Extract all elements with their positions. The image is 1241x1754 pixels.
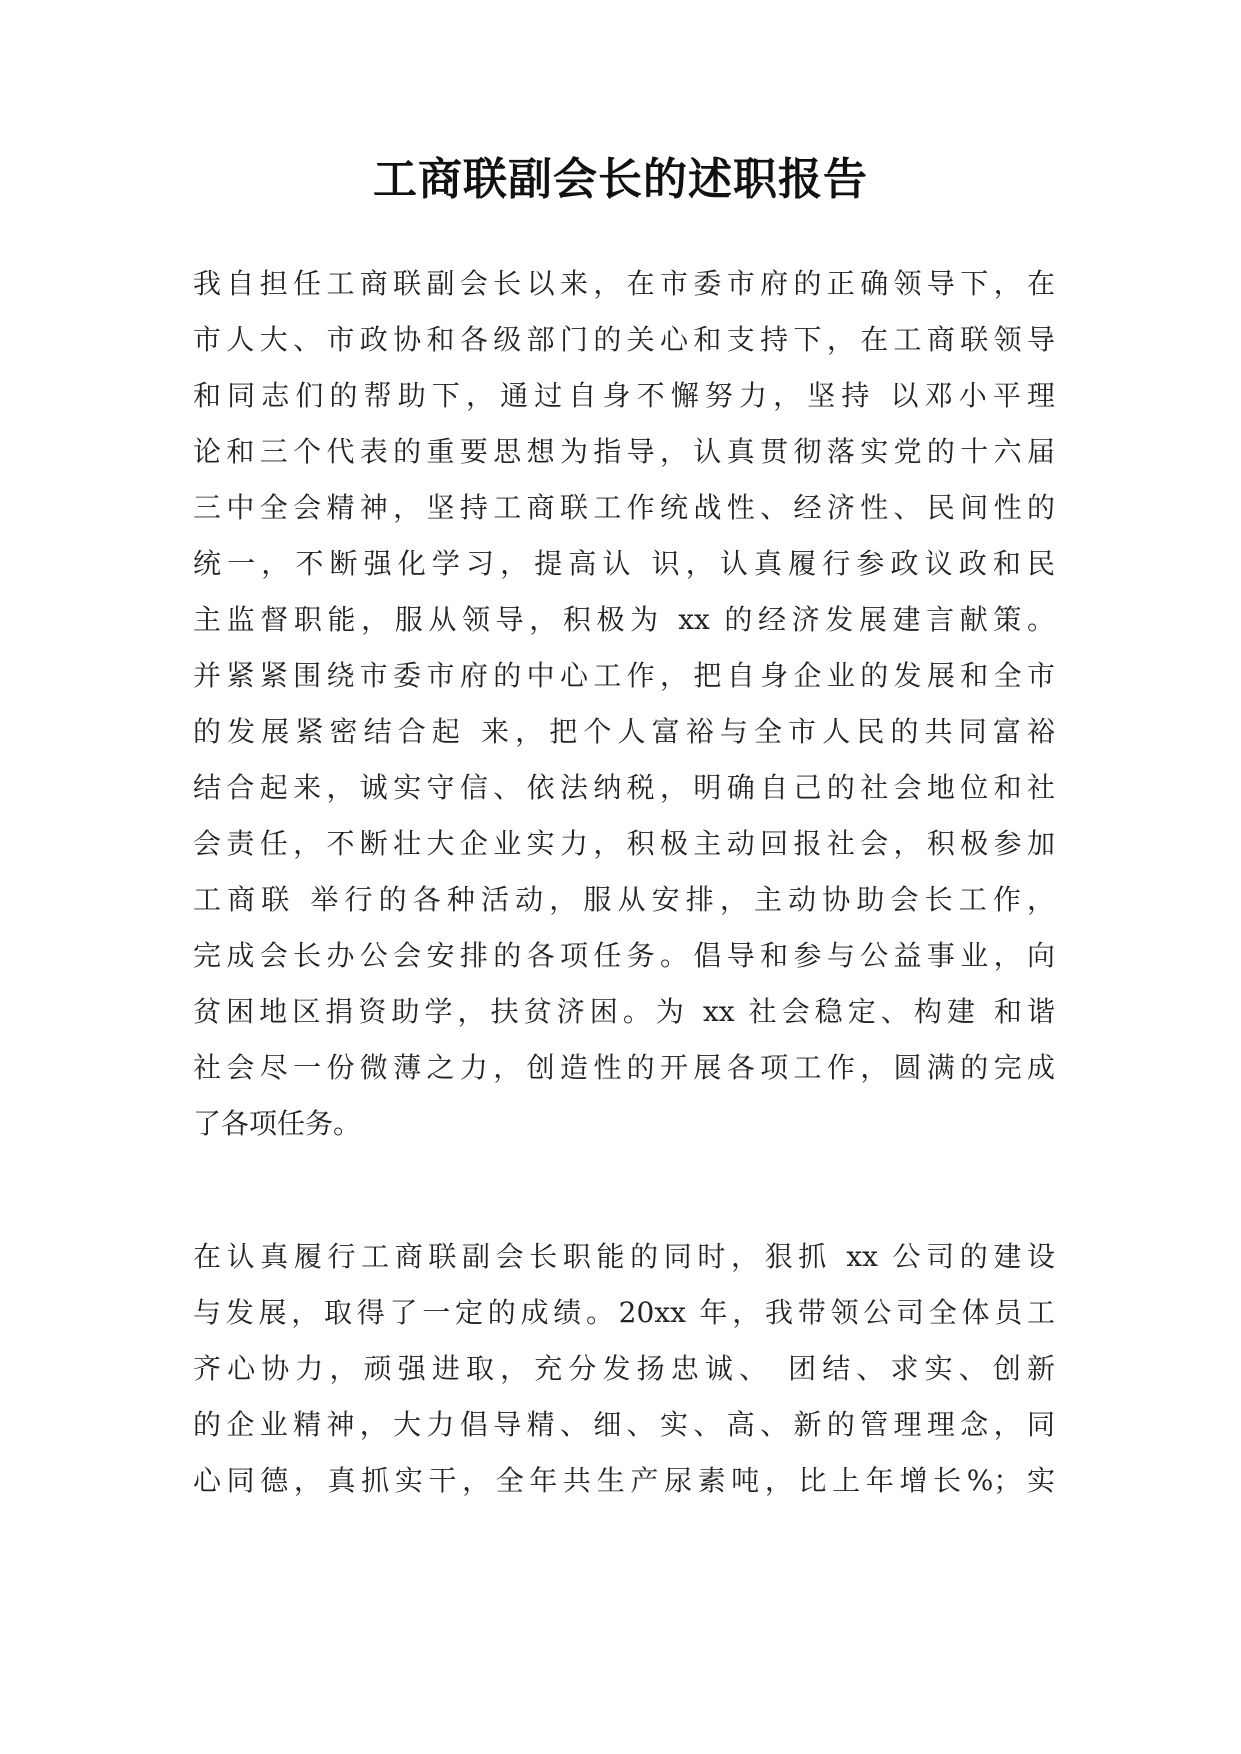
- paragraph-1-line: 社会尽一份微薄之力，创造性的开展各项工作，圆满的完成: [193, 1051, 1055, 1084]
- paragraph-2-line: 心同德，真抓实干，全年共生产尿素吨，比上年增长%；实: [193, 1464, 1055, 1497]
- paragraph-2-line: 在认真履行工商联副会长职能的同时，狠抓 xx 公司的建设: [193, 1240, 1055, 1273]
- paragraph-1-line: 会责任，不断壮大企业实力，积极主动回报社会，积极参加: [193, 827, 1055, 860]
- document-title: 工商联副会长的述职报告: [373, 154, 868, 205]
- paragraph-1-line: 和同志们的帮助下，通过自身不懈努力，坚持 以邓小平理: [193, 379, 1055, 412]
- paragraph-1-line: 主监督职能，服从领导，积极为 xx 的经济发展建言献策。: [193, 603, 1055, 636]
- paragraph-1-line: 我自担任工商联副会长以来，在市委市府的正确领导下，在: [193, 267, 1055, 300]
- paragraph-1-line: 三中全会精神，坚持工商联工作统战性、经济性、民间性的: [193, 491, 1055, 524]
- paragraph-2-line: 与发展，取得了一定的成绩。20xx 年，我带领公司全体员工: [193, 1296, 1055, 1329]
- paragraph-1-line: 的发展紧密结合起 来，把个人富裕与全市人民的共同富裕: [193, 715, 1055, 748]
- paragraph-1-line: 并紧紧围绕市委市府的中心工作，把自身企业的发展和全市: [193, 659, 1055, 692]
- paragraph-1-line: 贫困地区捐资助学，扶贫济困。为 xx 社会稳定、构建 和谐: [193, 995, 1055, 1028]
- paragraph-1-line: 完成会长办公会安排的各项任务。倡导和参与公益事业，向: [193, 939, 1055, 972]
- paragraph-1-line: 论和三个代表的重要思想为指导，认真贯彻落实党的十六届: [193, 435, 1055, 468]
- paragraph-1-line: 了各项任务。: [193, 1107, 362, 1140]
- paragraph-2-line: 的企业精神，大力倡导精、细、实、高、新的管理理念，同: [193, 1408, 1055, 1441]
- paragraph-1-line: 工商联 举行的各种活动，服从安排，主动协助会长工作，: [193, 883, 1055, 916]
- paragraph-1-line: 统一，不断强化学习，提高认 识，认真履行参政议政和民: [193, 547, 1055, 580]
- paragraph-1-line: 市人大、市政协和各级部门的关心和支持下，在工商联领导: [193, 323, 1055, 356]
- paragraph-2-line: 齐心协力，顽强进取，充分发扬忠诚、 团结、求实、创新: [193, 1352, 1055, 1385]
- paragraph-1-line: 结合起来，诚实守信、依法纳税，明确自己的社会地位和社: [193, 771, 1055, 804]
